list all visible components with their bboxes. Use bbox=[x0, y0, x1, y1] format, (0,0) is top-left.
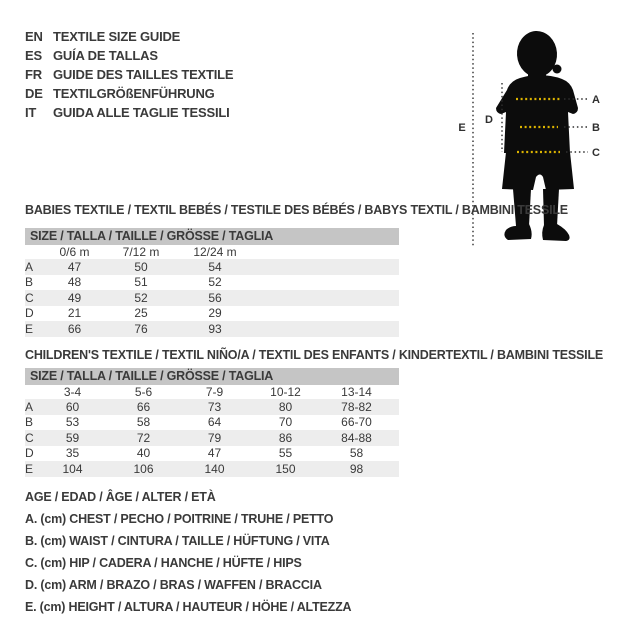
legend-hip: C. (cm) HIP / CADERA / HANCHE / HÜFTE / HIPS bbox=[25, 556, 302, 570]
cell: 56 bbox=[208, 290, 222, 305]
cell: 47 bbox=[67, 259, 82, 274]
cell: 76 bbox=[134, 321, 148, 336]
cell: 51 bbox=[134, 275, 148, 290]
column-header: 5-6 bbox=[134, 385, 153, 399]
row-label: B bbox=[25, 415, 34, 430]
cell: 52 bbox=[134, 290, 148, 305]
language-title: TEXTILE SIZE GUIDE bbox=[53, 29, 181, 44]
cell: 86 bbox=[278, 430, 293, 445]
cell: 54 bbox=[208, 259, 222, 274]
cell: 47 bbox=[207, 446, 222, 461]
column-header: 3-4 bbox=[63, 385, 82, 399]
column-header: 10-12 bbox=[270, 385, 301, 399]
cell: 53 bbox=[65, 415, 80, 430]
table-row-d bbox=[25, 446, 399, 462]
row-label: D bbox=[25, 306, 34, 321]
language-title: GUIDA ALLE TAGLIE TESSILI bbox=[53, 105, 230, 120]
cell: 70 bbox=[278, 415, 293, 430]
cell: 78-82 bbox=[341, 399, 372, 414]
cell: 50 bbox=[134, 259, 148, 274]
cell: 72 bbox=[136, 430, 151, 445]
children-column-header-row bbox=[25, 385, 399, 399]
cell: 35 bbox=[65, 446, 80, 461]
table-row-e bbox=[25, 461, 399, 477]
language-code: ES bbox=[25, 48, 42, 63]
table-row-e bbox=[25, 321, 399, 337]
table-row-c bbox=[25, 290, 399, 306]
cell: 48 bbox=[67, 275, 82, 290]
babies-size-header-bar: SIZE / TALLA / TAILLE / GRÖSSE / TAGLIA bbox=[25, 228, 399, 245]
cell: 84-88 bbox=[341, 430, 372, 445]
cell: 66 bbox=[67, 321, 82, 336]
cell: 66 bbox=[136, 399, 151, 414]
cell: 150 bbox=[275, 461, 296, 476]
row-label: D bbox=[25, 446, 34, 461]
column-header: 12/24 m bbox=[193, 245, 237, 259]
language-code: DE bbox=[25, 86, 43, 101]
table-row-d bbox=[25, 306, 399, 322]
cell: 29 bbox=[208, 306, 222, 321]
children-section-heading: CHILDREN'S TEXTILE / TEXTIL NIÑO/A / TEXTIL DES ENFANTS / KINDERTEXTIL / BAMBINI TESSILE bbox=[25, 348, 604, 362]
language-title: TEXTILGRÖßENFÜHRUNG bbox=[53, 86, 215, 101]
babies-section-heading: BABIES TEXTILE / TEXTIL BEBÉS / TESTILE DES BÉBÉS / BABYS TEXTIL / BAMBINI TESSILE bbox=[25, 203, 568, 217]
language-list bbox=[25, 27, 233, 122]
language-code: EN bbox=[25, 29, 43, 44]
legend-arm: D. (cm) ARM / BRAZO / BRAS / WAFFEN / BRACCIA bbox=[25, 578, 322, 592]
language-title: GUIDE DES TAILLES TEXTILE bbox=[53, 67, 234, 82]
cell: 98 bbox=[349, 461, 364, 476]
row-label: A bbox=[25, 259, 34, 274]
row-label: B bbox=[25, 275, 34, 290]
table-row-b bbox=[25, 415, 399, 431]
column-header: 13-14 bbox=[341, 385, 372, 399]
language-code: FR bbox=[25, 67, 42, 82]
row-label: E bbox=[25, 321, 34, 336]
legend-chest: A. (cm) CHEST / PECHO / POITRINE / TRUHE / PETTO bbox=[25, 512, 334, 526]
cell: 52 bbox=[208, 275, 222, 290]
cell: 60 bbox=[65, 399, 80, 414]
cell: 64 bbox=[207, 415, 222, 430]
table-row-a bbox=[25, 259, 399, 275]
children-size-header-bar: SIZE / TALLA / TAILLE / GRÖSSE / TAGLIA bbox=[25, 368, 399, 385]
language-row-it bbox=[25, 103, 233, 122]
cell: 25 bbox=[134, 306, 148, 321]
babies-column-header-row bbox=[25, 245, 399, 259]
row-label: A bbox=[25, 399, 34, 414]
language-row-es bbox=[25, 46, 233, 65]
legend-age: AGE / EDAD / ÂGE / ALTER / ETÀ bbox=[25, 490, 216, 504]
cell: 58 bbox=[349, 446, 364, 461]
measurement-figure bbox=[440, 20, 620, 260]
marker-label-c: C bbox=[592, 147, 600, 159]
cell: 106 bbox=[133, 461, 154, 476]
cell: 59 bbox=[65, 430, 80, 445]
language-title: GUÍA DE TALLAS bbox=[53, 48, 158, 63]
cell: 40 bbox=[136, 446, 151, 461]
cell: 93 bbox=[208, 321, 222, 336]
marker-label-a: A bbox=[592, 94, 600, 106]
cell: 49 bbox=[67, 290, 82, 305]
cell: 104 bbox=[62, 461, 83, 476]
measurement-legend bbox=[25, 486, 351, 618]
cell: 58 bbox=[136, 415, 151, 430]
marker-label-b: B bbox=[592, 122, 600, 134]
row-label: C bbox=[25, 430, 34, 445]
legend-height: E. (cm) HEIGHT / ALTURA / HAUTEUR / HÖHE / ALTEZZA bbox=[25, 600, 352, 614]
table-row-c bbox=[25, 430, 399, 446]
table-row-a bbox=[25, 399, 399, 415]
children-size-table bbox=[25, 385, 399, 477]
language-row-de bbox=[25, 84, 233, 103]
cell: 55 bbox=[278, 446, 293, 461]
language-row-en bbox=[25, 27, 233, 46]
cell: 21 bbox=[67, 306, 82, 321]
cell: 66-70 bbox=[341, 415, 372, 430]
column-header: 7/12 m bbox=[122, 245, 160, 259]
babies-size-table bbox=[25, 245, 399, 337]
cell: 80 bbox=[278, 399, 293, 414]
cell: 73 bbox=[207, 399, 222, 414]
language-row-fr bbox=[25, 65, 233, 84]
cell: 79 bbox=[207, 430, 222, 445]
cell: 140 bbox=[204, 461, 225, 476]
table-row-b bbox=[25, 275, 399, 291]
column-header: 7-9 bbox=[205, 385, 224, 399]
legend-waist: B. (cm) WAIST / CINTURA / TAILLE / HÜFTUNG / VITA bbox=[25, 534, 330, 548]
marker-label-e: E bbox=[458, 122, 466, 134]
language-code: IT bbox=[25, 105, 37, 120]
row-label: E bbox=[25, 461, 34, 476]
marker-label-d: D bbox=[485, 114, 493, 126]
row-label: C bbox=[25, 290, 34, 305]
column-header: 0/6 m bbox=[59, 245, 90, 259]
